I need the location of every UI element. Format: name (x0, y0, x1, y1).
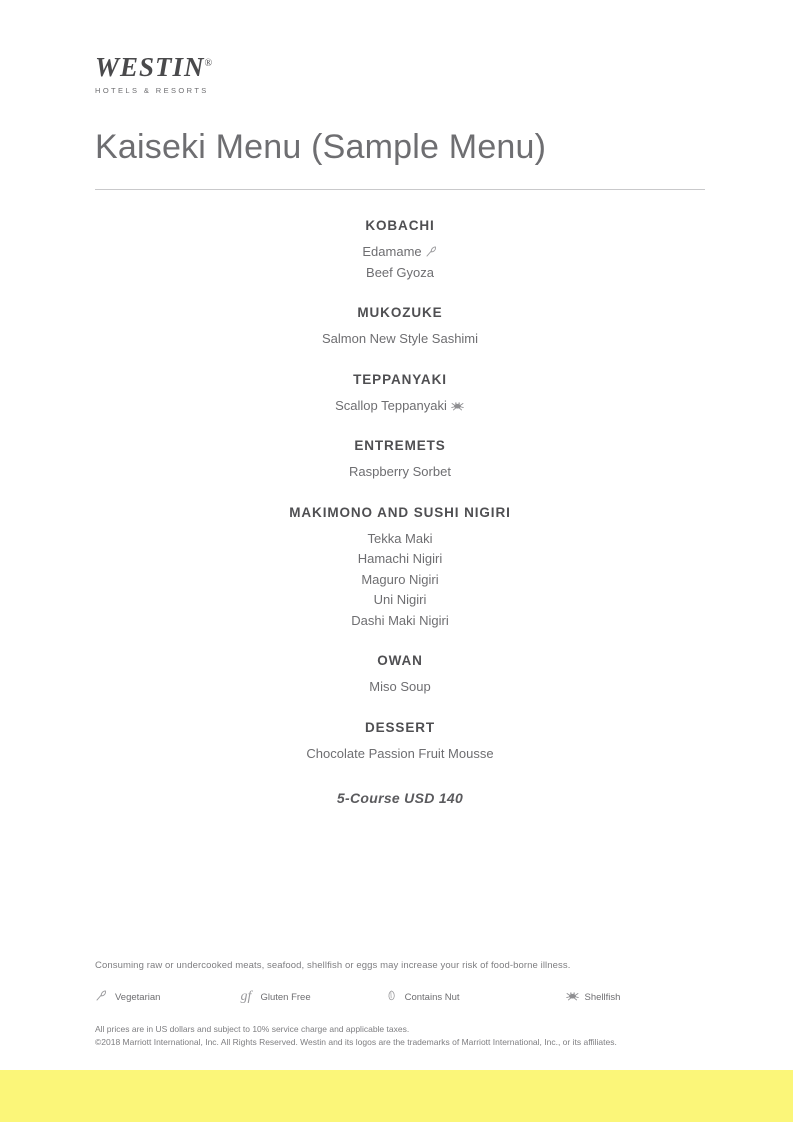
menu-item-label: Chocolate Passion Fruit Mousse (306, 745, 494, 761)
westin-logo (95, 54, 295, 95)
allergy-disclaimer: Consuming raw or undercooked meats, seafood, shellfish or eggs may increase your risk of food-borne illness. (95, 960, 571, 971)
menu-sections (95, 218, 705, 806)
menu-item (95, 529, 705, 550)
menu-item (95, 570, 705, 591)
brand-name-text: WESTIN (95, 52, 205, 82)
legend-item-gluten-free (240, 990, 310, 1004)
menu-item-label: Edamame (362, 244, 422, 260)
fineprint-prices: All prices are in US dollars and subject to 10% service charge and applicable taxes. (95, 1024, 410, 1034)
menu-section (95, 218, 705, 283)
menu-item-label: Beef Gyoza (366, 264, 434, 280)
brand-tagline: HOTELS & RESORTS (95, 86, 209, 95)
legend-item-vegetarian (95, 989, 160, 1005)
gluten-free-icon: gf (240, 989, 252, 1004)
page-title: Kaiseki Menu (Sample Menu) (95, 128, 547, 166)
menu-item-label: Miso Soup (369, 679, 431, 695)
contains-nut-icon (385, 989, 403, 1005)
shellfish-icon (565, 989, 583, 1005)
vegetarian-icon (95, 989, 113, 1005)
menu-section (95, 372, 705, 417)
menu-item-label: Maguro Nigiri (361, 571, 439, 587)
menu-item (95, 590, 705, 611)
menu-item (95, 462, 705, 483)
menu-item-label: Raspberry Sorbet (349, 464, 451, 480)
section-title: MUKOZUKE (357, 305, 443, 321)
section-title: TEPPANYAKI (353, 371, 447, 387)
menu-section (95, 505, 705, 632)
fineprint (95, 1023, 705, 1049)
title-divider (95, 189, 705, 190)
menu-item-label: Scallop Teppanyaki (335, 397, 447, 413)
menu-item (95, 396, 705, 417)
menu-item-label: Dashi Maki Nigiri (351, 612, 449, 628)
menu-footer (95, 960, 705, 1049)
menu-section (95, 720, 705, 765)
section-title: DESSERT (364, 719, 436, 735)
menu-item-label: Salmon New Style Sashimi (321, 331, 479, 347)
legend-item-shellfish (565, 989, 621, 1005)
menu-item (95, 677, 705, 698)
section-title: ENTREMETS (354, 438, 446, 454)
menu-item (95, 242, 705, 263)
section-title: MAKIMONO AND SUSHI NIGIRI (289, 504, 511, 520)
registered-mark: ® (204, 58, 214, 69)
menu-item-label: Hamachi Nigiri (357, 551, 443, 567)
menu-content (95, 0, 705, 806)
menu-item (95, 549, 705, 570)
menu-item (95, 744, 705, 765)
accent-bar (0, 1070, 793, 1122)
shellfish-icon (450, 399, 465, 412)
menu-item-label: Uni Nigiri (373, 592, 427, 608)
menu-section (95, 438, 705, 483)
section-title: OWAN (377, 653, 423, 669)
menu-section (95, 653, 705, 698)
menu-item-label: Tekka Maki (367, 530, 433, 546)
price-line: 5-Course USD 140 (336, 790, 464, 807)
legend-label: Gluten Free (260, 991, 311, 1003)
legend (95, 989, 705, 1005)
legend-label: Vegetarian (115, 991, 161, 1003)
menu-section (95, 305, 705, 350)
menu-item (95, 263, 705, 284)
legend-label: Contains Nut (404, 991, 460, 1003)
legend-item-contains-nut (385, 989, 460, 1005)
legend-label: Shellfish (584, 991, 621, 1003)
section-title: KOBACHI (365, 218, 435, 234)
menu-item (95, 329, 705, 350)
vegetarian-icon (425, 245, 438, 258)
fineprint-copyright: ©2018 Marriott International, Inc. All Rights Reserved. Westin and its logos are the trademarks of Marriott International, Inc., or its affiliates. (95, 1037, 617, 1047)
brand-name (95, 54, 295, 81)
menu-item (95, 611, 705, 632)
